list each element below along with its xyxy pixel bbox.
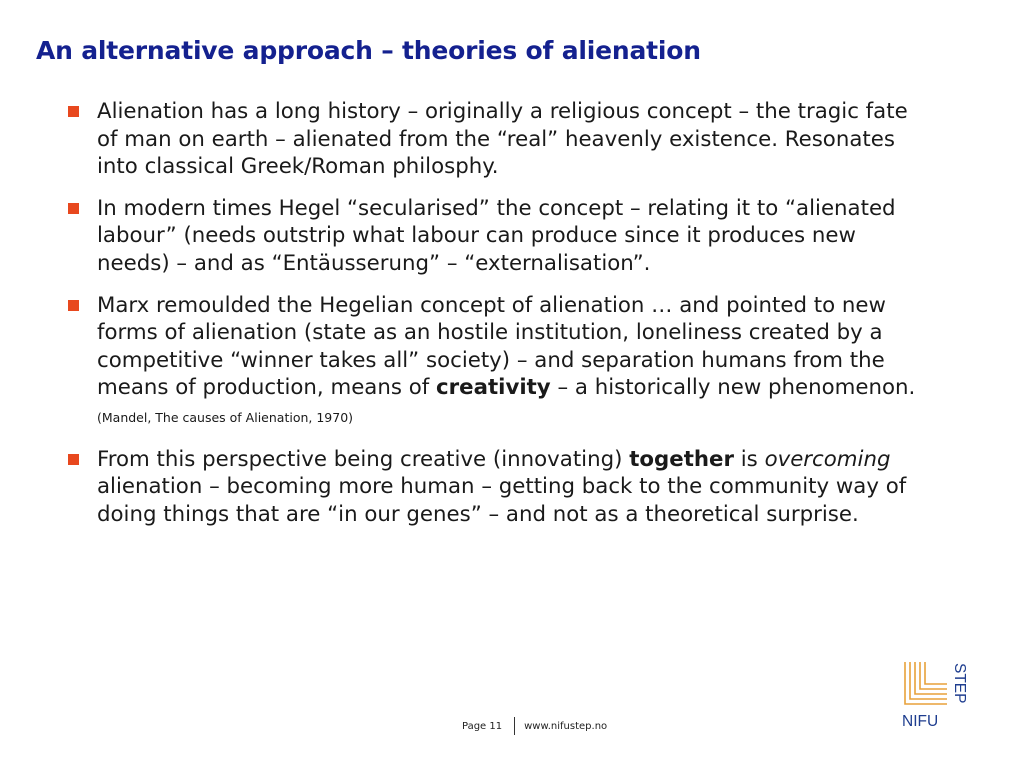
nifu-step-logo — [901, 660, 971, 732]
text-run: is — [734, 446, 765, 472]
bullet-item — [68, 195, 928, 278]
logo-text-step: STEP — [951, 663, 968, 704]
logo-lines-icon — [905, 662, 947, 704]
text-run: creativity — [436, 375, 551, 401]
text-run: From this perspective being creative (innovating) — [97, 446, 630, 472]
text-run: overcoming — [764, 446, 891, 472]
text-run: Marx remoulded the Hegelian concept of alienation … and pointed to new forms of alienation (state as an hostile institution, loneliness created by a competitive “winner takes all” society) – and separation humans from the means of production, means of — [97, 292, 886, 401]
text-run: together — [629, 446, 734, 472]
bullet-list — [68, 98, 928, 542]
text-run: – a historically new phenomenon. — [550, 375, 916, 401]
text-run: alienation – becoming more human – getting back to the community way of doing things that are “in our genes” – and not as a theoretical surprise. — [97, 474, 907, 527]
citation: (Mandel, The causes of Alienation, 1970) — [97, 409, 354, 425]
text-run: Alienation has a long history – originally a religious concept – the tragic fate of man on earth – alienated from the “real” heavenly existence. Resonates into classical Greek/Roman philosphy. — [97, 99, 908, 180]
page-number: Page 11 — [462, 720, 503, 732]
bullet-text — [97, 99, 908, 179]
footer-divider — [514, 717, 515, 735]
square-bullet-icon — [68, 203, 79, 214]
slide-title: An alternative approach – theories of alienation — [36, 36, 701, 65]
footer — [462, 717, 607, 735]
square-bullet-icon — [68, 300, 79, 311]
bullet-text — [97, 447, 906, 527]
bullet-text — [97, 293, 915, 428]
bullet-text — [97, 196, 896, 276]
bullet-item — [68, 292, 928, 432]
footer-url: www.nifustep.no — [524, 720, 608, 732]
square-bullet-icon — [68, 454, 79, 465]
square-bullet-icon — [68, 106, 79, 117]
bullet-item — [68, 98, 928, 181]
logo-text-nifu: NIFU — [902, 713, 939, 730]
bullet-item — [68, 446, 928, 529]
text-run: In modern times Hegel “secularised” the concept – relating it to “alienated labour” (needs outstrip what labour can produce since it produces new needs) – and as “Entäusserung” – “externalisation”. — [97, 195, 896, 276]
